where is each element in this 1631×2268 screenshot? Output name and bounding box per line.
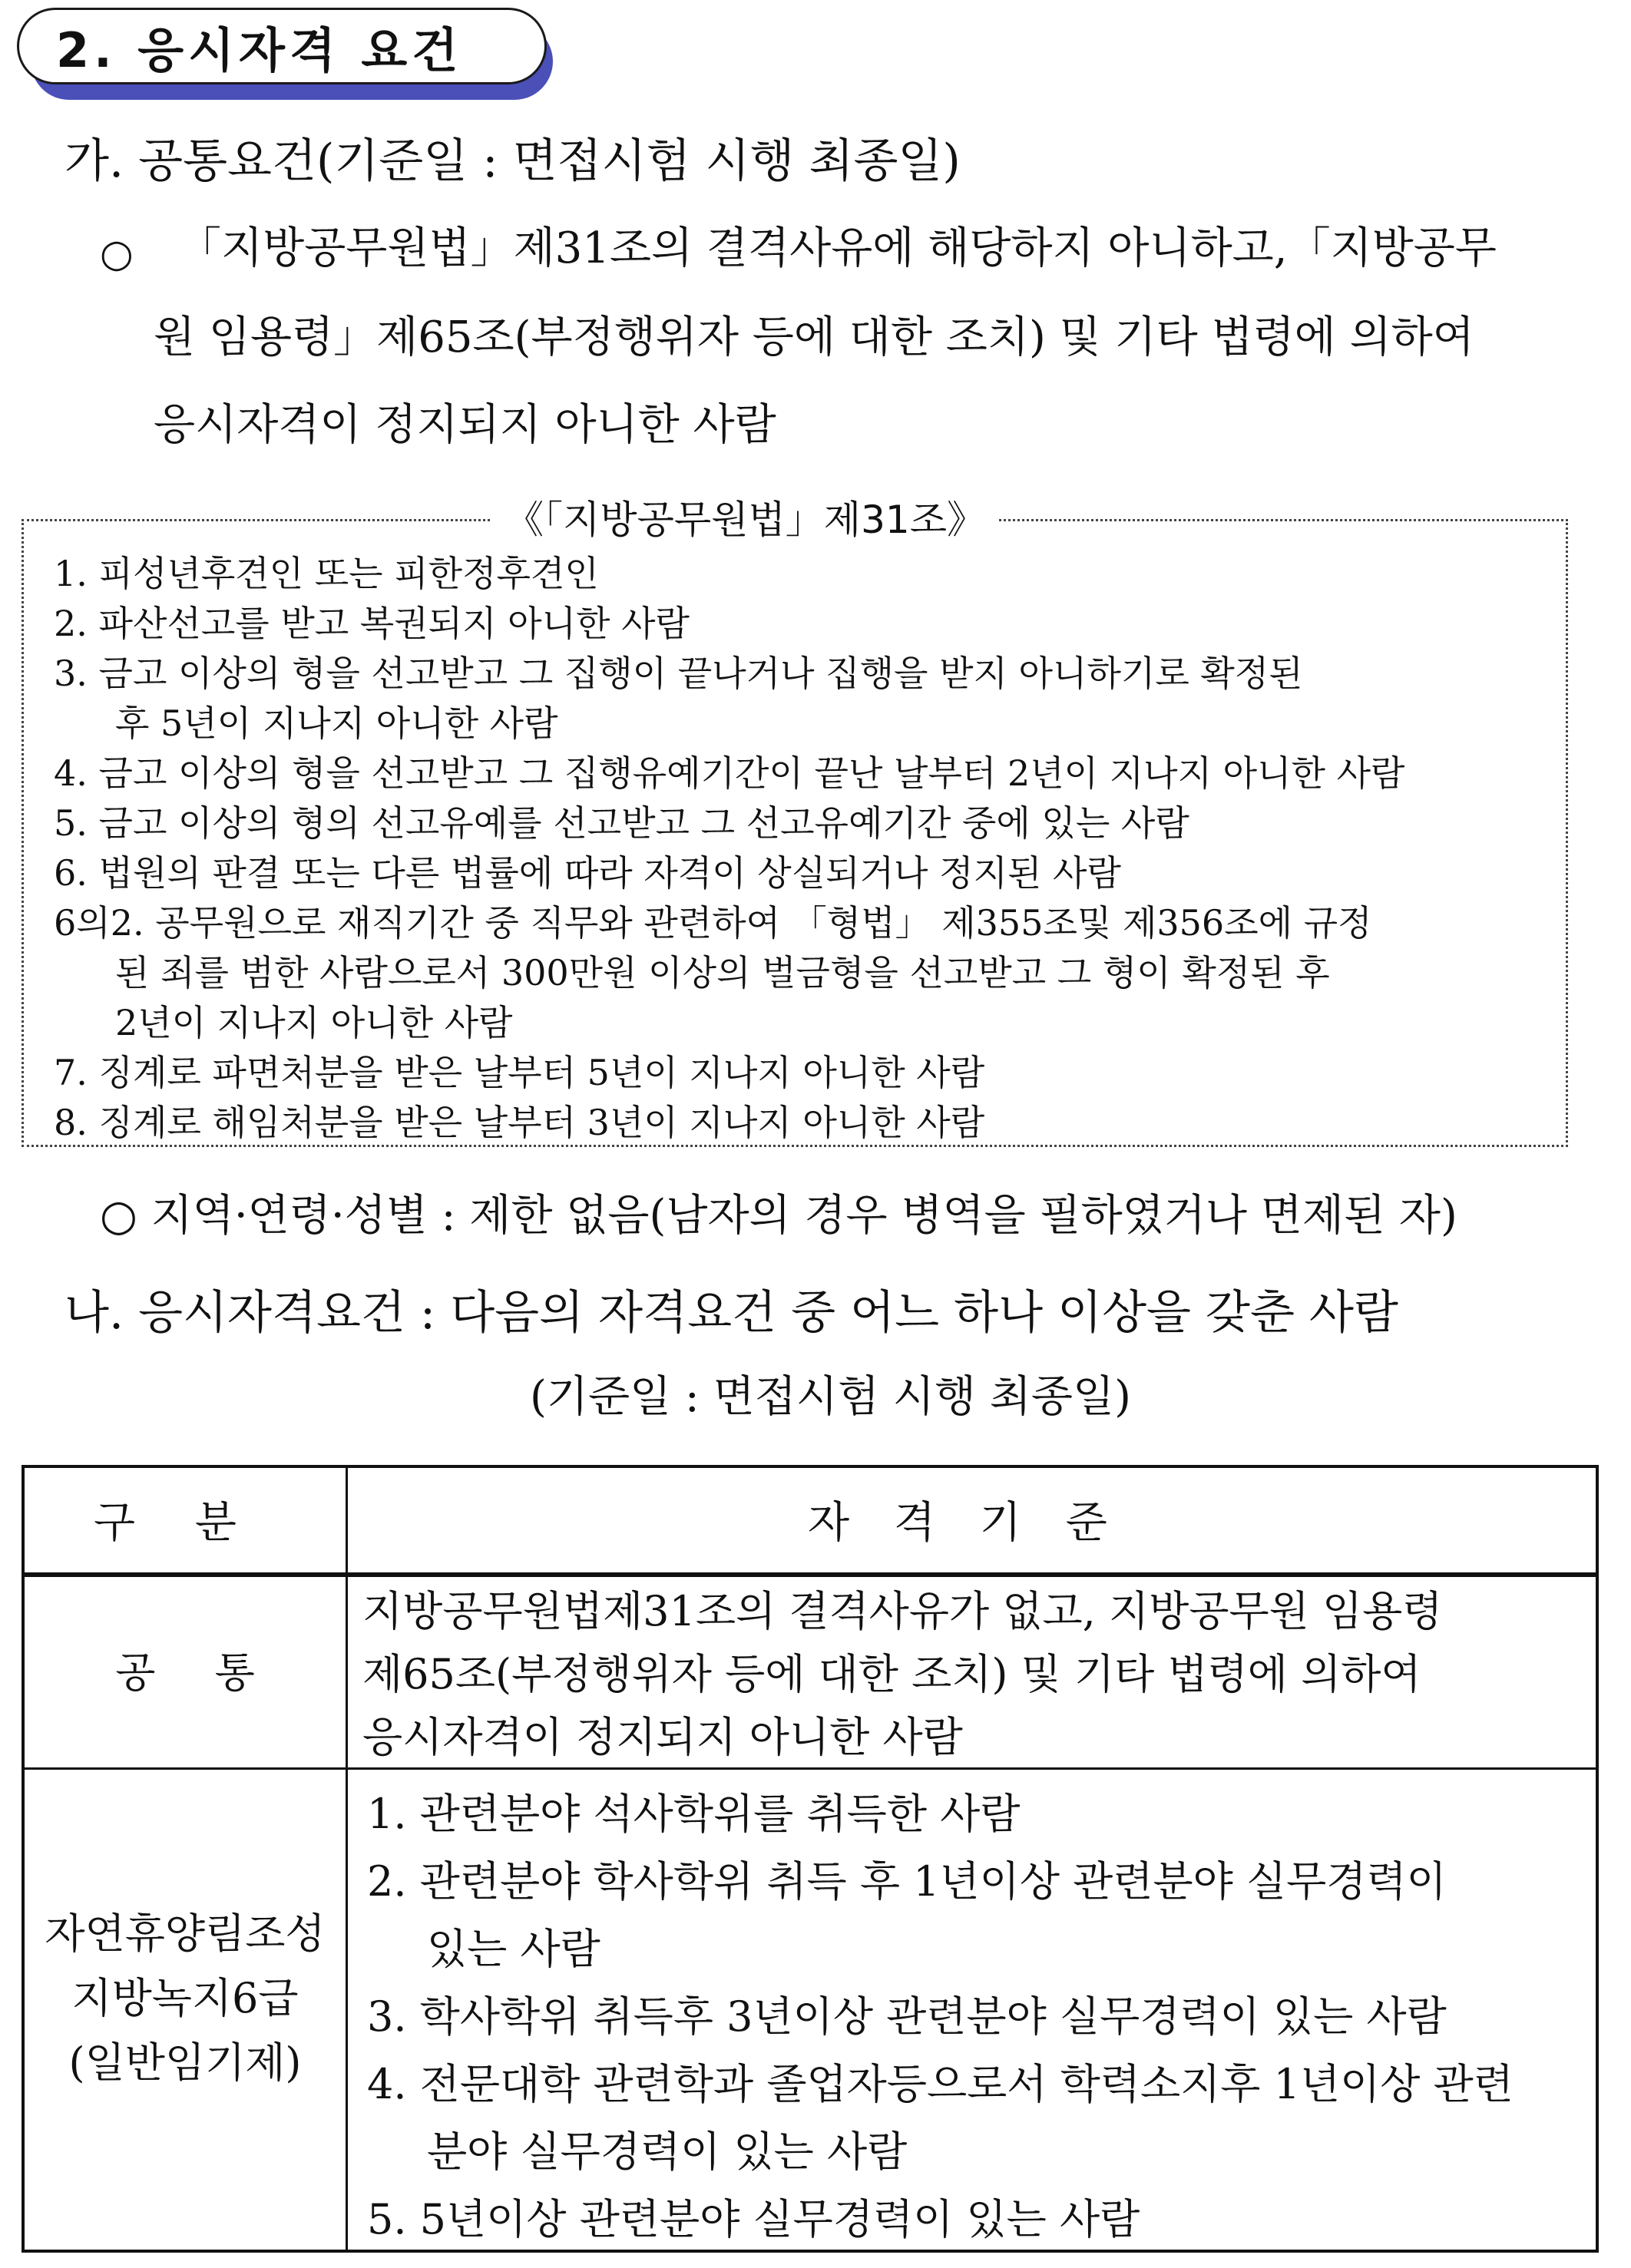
- para-line-1: 「지방공무원법」제31조의 결격사유에 해당하지 아니하고,「지방공무: [178, 223, 1497, 273]
- job-criteria-line: 5. 5년이상 관련분야 실무경력이 있는 사람: [367, 2195, 1140, 2243]
- row-job-category-line: 지방녹지6급: [71, 1974, 299, 2022]
- row-job-category-line: 자연휴양림조성: [45, 1909, 326, 1958]
- section-title-badge: [17, 8, 561, 103]
- law-item: 2. 파산선고를 받고 복권되지 아니한 사람: [54, 603, 690, 644]
- region-age-gender-line: ○ 지역·연령·성별 : 제한 없음(남자의 경우 병역을 필하였거나 면제된 자): [100, 1191, 1457, 1241]
- law-item: 3. 금고 이상의 형을 선고받고 그 집행이 끝나거나 집행을 받지 아니하기로 확정된: [54, 653, 1303, 694]
- law-item: 4. 금고 이상의 형을 선고받고 그 집행유예기간이 끝난 날부터 2년이 지나지 아니한 사람: [54, 752, 1405, 794]
- law-item: 6. 법원의 판결 또는 다른 법률에 따라 자격이 상실되거나 정지된 사람: [54, 852, 1121, 894]
- job-criteria-line: 분야 실무경력이 있는 사람: [427, 2127, 908, 2176]
- row-common-category: 공 통: [115, 1648, 255, 1697]
- law-item: 6의2. 공무원으로 재직기간 중 직무와 관련하여 「형법」 제355조및 제356조에 규정: [54, 902, 1372, 944]
- law-item: 된 죄를 범한 사람으로서 300만원 이상의 벌금형을 선고받고 그 형이 확정된 후: [115, 952, 1330, 993]
- header-divider: [25, 1572, 1596, 1577]
- job-criteria-line: 있는 사람: [427, 1925, 600, 1973]
- law-item: 5. 금고 이상의 형의 선고유예를 선고받고 그 선고유예기간 중에 있는 사람: [54, 802, 1189, 844]
- job-criteria-line: 1. 관련분야 석사학위를 취득한 사람: [367, 1790, 1021, 1838]
- section-title: 2. 응시자격 요건: [17, 8, 547, 84]
- law-item: 2년이 지나지 아니한 사람: [115, 1002, 513, 1043]
- row-job-category-line: (일반임기제): [68, 2038, 302, 2087]
- job-criteria-line: 4. 전문대학 관련학과 졸업자등으로서 학력소지후 1년이상 관련: [367, 2060, 1514, 2108]
- job-criteria-line: 2. 관련분야 학사학위 취득 후 1년이상 관련분야 실무경력이: [367, 1857, 1447, 1906]
- sub-b-heading: 나. 응시자격요건 : 다음의 자격요건 중 어느 하나 이상을 갖춘 사람: [65, 1286, 1398, 1340]
- common-criteria-line: 응시자격이 정지되지 아니한 사람: [362, 1713, 963, 1761]
- column-divider: [346, 1468, 348, 2250]
- row-divider: [25, 1767, 1596, 1770]
- job-criteria-line: 3. 학사학위 취득후 3년이상 관련분야 실무경력이 있는 사람: [367, 1992, 1447, 2041]
- sub-a-heading: 가. 공통요건(기준일 : 면접시험 시행 최종일): [65, 134, 961, 188]
- para-line-2: 원 임용령」제65조(부정행위자 등에 대한 조치) 및 기타 법령에 의하여: [154, 312, 1474, 362]
- sub-b-date-note: (기준일 : 면접시험 시행 최종일): [530, 1372, 1131, 1422]
- bullet-circle: ○: [100, 231, 134, 276]
- common-criteria-line: 제65조(부정행위자 등에 대한 조치) 및 기타 법령에 의하여: [362, 1650, 1421, 1698]
- qualification-table: [22, 1465, 1599, 2253]
- header-category: 구 분: [94, 1498, 237, 1548]
- law-item: 8. 징계로 해임처분을 받은 날부터 3년이 지나지 아니한 사람: [54, 1102, 985, 1143]
- law-item: 1. 피성년후견인 또는 피한정후견인: [54, 553, 599, 594]
- law-item: 7. 징계로 파면처분을 받은 날부터 5년이 지나지 아니한 사람: [54, 1052, 985, 1093]
- para-line-3: 응시자격이 정지되지 아니한 사람: [154, 400, 776, 450]
- header-criteria: 자 격 기 준: [808, 1498, 1107, 1548]
- common-criteria-line: 지방공무원법제31조의 결격사유가 없고, 지방공무원 임용령: [362, 1587, 1443, 1635]
- law-item: 후 5년이 지나지 아니한 사람: [115, 703, 558, 744]
- law-box-title: 《「지방공무원법」제31조》: [491, 493, 999, 547]
